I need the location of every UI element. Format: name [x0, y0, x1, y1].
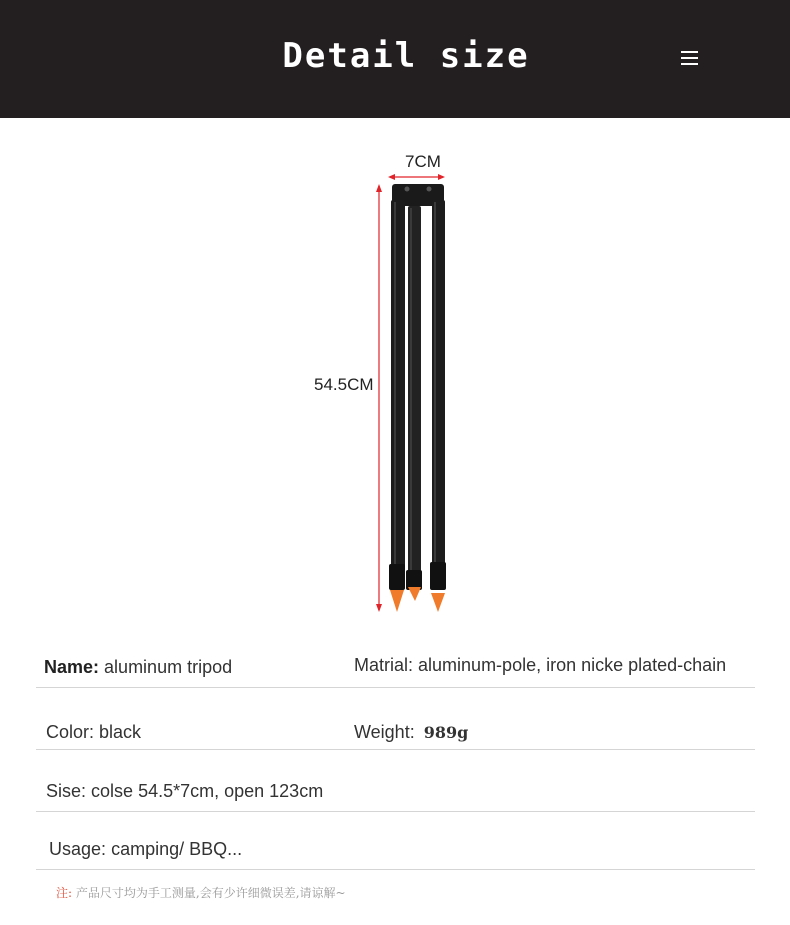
- leg-tip-middle: [408, 587, 421, 601]
- spec-weight: [354, 721, 468, 744]
- spec-color-value: black: [99, 722, 142, 742]
- spec-weight-value: 989g: [423, 723, 469, 742]
- spec-weight-label: Weight:: [354, 722, 415, 742]
- leg-tip-right: [431, 593, 445, 612]
- spec-material-label: Matrial:: [354, 655, 414, 675]
- tripod-product-image: [300, 140, 500, 630]
- width-dimension-line: [388, 174, 445, 180]
- menu-icon[interactable]: [681, 51, 698, 66]
- measurement-note: [56, 884, 346, 901]
- spec-size: [46, 780, 323, 802]
- leg-tip-left: [390, 590, 404, 612]
- height-dimension-line: [376, 184, 382, 612]
- spec-material-value: aluminum-pole, iron nicke plated-chain: [418, 655, 727, 675]
- width-dimension-label: 7CM: [405, 152, 441, 171]
- note-text: 产品尺寸均为手工测量,会有少许细微误差,请谅解~: [75, 886, 346, 900]
- divider: [36, 749, 755, 750]
- spec-size-value: colse 54.5*7cm, open 123cm: [91, 781, 324, 801]
- spec-name-value: aluminum tripod: [104, 657, 233, 677]
- spec-material: [354, 654, 726, 676]
- spec-color-label: Color:: [46, 722, 95, 742]
- height-dimension-label: 54.5CM: [314, 375, 374, 394]
- page-title: Detail size: [282, 36, 530, 76]
- tripod-leg-left: [391, 200, 405, 570]
- spec-usage-label: Usage:: [49, 839, 107, 859]
- spec-name: [44, 656, 232, 678]
- page-header: [0, 0, 790, 118]
- divider: [36, 811, 755, 812]
- divider: [36, 869, 755, 870]
- divider: [36, 687, 755, 688]
- spec-color: [46, 721, 141, 743]
- spec-usage-value: camping/ BBQ...: [111, 839, 243, 859]
- spec-size-label: Sise:: [46, 781, 87, 801]
- tripod-leg-middle: [408, 206, 421, 580]
- tripod-leg-right: [432, 200, 445, 568]
- spec-usage: [49, 838, 242, 860]
- note-mark: 注:: [56, 886, 73, 900]
- spec-name-label: Name:: [44, 657, 100, 677]
